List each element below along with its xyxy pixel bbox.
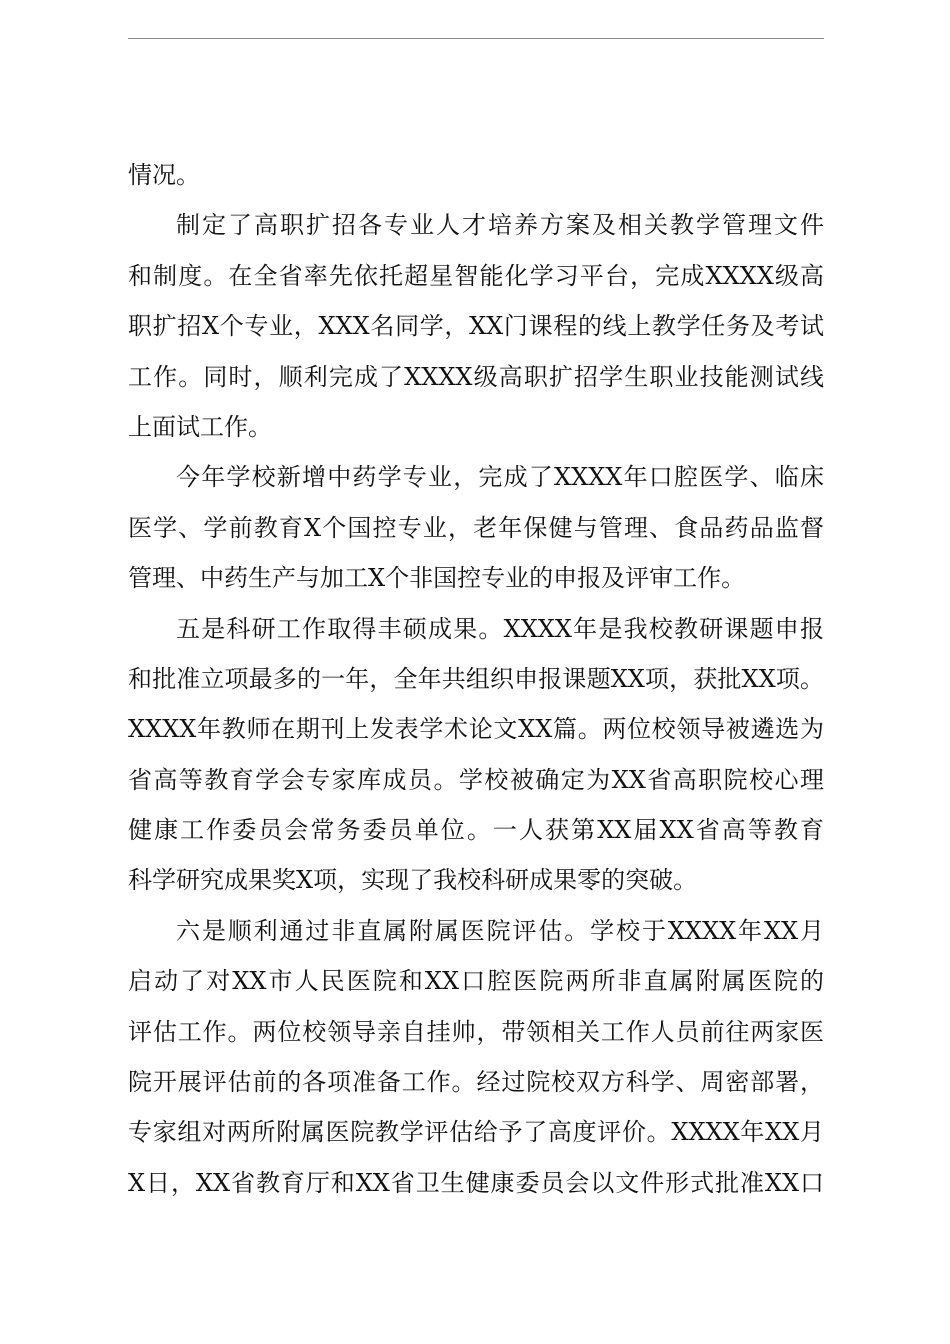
paragraph-first-line: 五是科研工作取得丰硕成果。XXXX年是我校教研课题申报 <box>176 614 824 643</box>
text-line: 情况。 <box>128 161 200 189</box>
text-line: 院开展评估前的各项准备工作。经过院校双方科学、周密部署， <box>128 1068 824 1097</box>
text-line: 管理、中药生产与加工X个非国控专业的申报及评审工作。 <box>128 564 746 593</box>
text-line: 和制度。在全省率先依托超星智能化学习平台，完成XXXX级高 <box>128 261 824 290</box>
text-line: X日，XX省教育厅和XX省卫生健康委员会以文件形式批准XX口 <box>128 1168 824 1197</box>
paragraph-first-line: 制定了高职扩招各专业人才培养方案及相关教学管理文件 <box>176 211 824 240</box>
text-line: 工作。同时，顺利完成了XXXX级高职扩招学生职业技能测试线 <box>128 362 824 391</box>
text-line: 和批准立项最多的一年，全年共组织申报课题XX项，获批XX项。 <box>128 664 824 693</box>
paragraph-first-line: 今年学校新增中药学专业，完成了XXXX年口腔医学、临床 <box>176 463 824 492</box>
header-rule <box>128 38 824 39</box>
text-line: 医学、学前教育X个国控专业，老年保健与管理、食品药品监督 <box>128 513 824 542</box>
text-line: 科学研究成果奖X项，实现了我校科研成果零的突破。 <box>128 866 698 895</box>
text-line: 省高等教育学会专家库成员。学校被确定为XX省高职院校心理 <box>128 765 824 794</box>
text-line: 专家组对两所附属医院教学评估给予了高度评价。XXXX年XX月 <box>128 1118 824 1147</box>
text-line: 启动了对XX市人民医院和XX口腔医院两所非直属附属医院的 <box>128 967 824 996</box>
text-line: 评估工作。两位校领导亲自挂帅，带领相关工作人员前往两家医 <box>128 1017 824 1046</box>
text-line: 上面试工作。 <box>128 412 272 441</box>
text-line: 职扩招X个专业，XXX名同学，XX门课程的线上教学任务及考试 <box>128 312 824 341</box>
text-line: 健康工作委员会常务委员单位。一人获第XX届XX省高等教育 <box>128 816 824 845</box>
document-body <box>128 150 824 1208</box>
paragraph-first-line: 六是顺利通过非直属附属医院评估。学校于XXXX年XX月 <box>176 916 824 945</box>
text-line: XXXX年教师在期刊上发表学术论文XX篇。两位校领导被遴选为 <box>128 715 824 744</box>
